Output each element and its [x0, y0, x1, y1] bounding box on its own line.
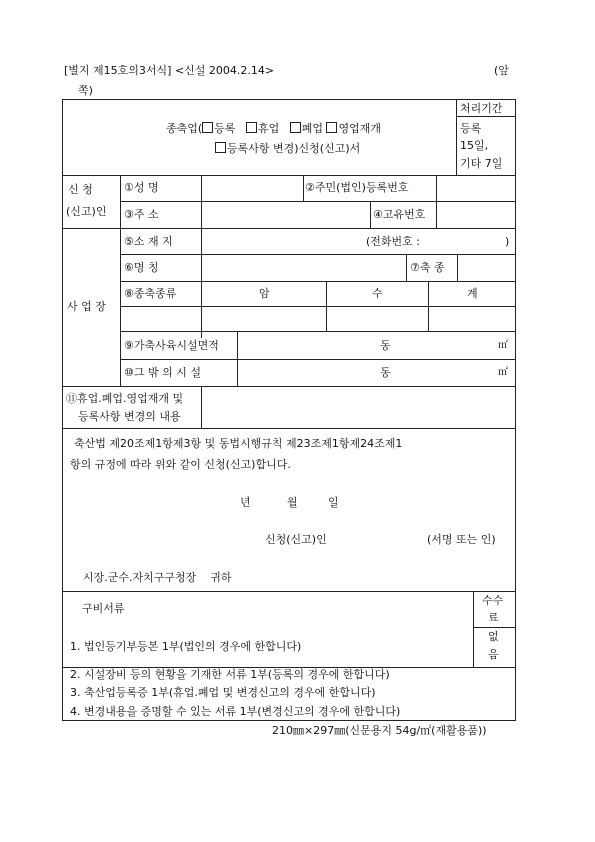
applicant-section-label-2: (신고)인 [66, 205, 107, 218]
applicant-signature-label: 신청(신고)인 [265, 533, 327, 546]
form-title-line1: 종축업( 등록 휴업 폐업 영업재개 [166, 122, 381, 135]
location-label: ⑤소 재 지 [124, 235, 173, 248]
signature-hint: (서명 또는 인) [427, 533, 496, 546]
documents-title: 구비서류 [82, 602, 125, 615]
facility-area-label: ⑨가축사육시설면적 [124, 339, 219, 352]
fee-value-2: 음 [488, 648, 499, 661]
side-indicator: (앞 [494, 64, 509, 77]
date-day: 일 [328, 496, 339, 509]
form-title-line2: 등록사항 변경)신청(신고)서 [215, 142, 360, 155]
other-unit-dong: 동 [380, 366, 391, 379]
checkbox-resume[interactable] [326, 122, 337, 133]
unique-no-label: ④고유번호 [373, 208, 426, 221]
breed-type-label: ⑧종축종류 [124, 287, 177, 300]
processing-label: 처리기간 [460, 102, 503, 115]
checkbox-register[interactable] [202, 122, 213, 133]
species-label: ⑦축 종 [410, 261, 445, 274]
facility-unit-dong: 동 [380, 339, 391, 352]
column-female: 암 [259, 287, 270, 300]
phone-label: (전화번호 : [366, 235, 420, 248]
fee-label: 수수 [482, 594, 504, 607]
phone-close: ) [505, 235, 510, 248]
change-content-label: ⑪휴업.폐업.영업재개 및 [66, 392, 184, 405]
fee-value: 없 [488, 630, 499, 643]
recipient: 시장.군수.자치구구청장 귀하 [83, 571, 232, 584]
fee-label-2: 료 [488, 611, 499, 624]
column-male: 수 [372, 287, 383, 300]
business-section-label: 사 업 장 [67, 300, 106, 313]
document-item-1: 1. 법인등기부등본 1부(법인의 경우에 한합니다) [70, 640, 302, 653]
applicant-section-label: 신 청 [68, 183, 93, 196]
facility-unit-sqm: ㎡ [498, 340, 508, 351]
declaration-line2: 항의 규정에 따라 위와 같이 신청(신고)합니다. [70, 458, 291, 471]
document-item-3: 3. 축산업등록증 1부(휴업.폐업 및 변경신고의 경우에 한합니다) [70, 686, 376, 699]
form-number: [별지 제15호의3서식] <신설 2004.2.14> [64, 64, 275, 77]
processing-line1: 등록 [460, 122, 482, 135]
name-label: ①성 명 [124, 181, 159, 194]
other-unit-sqm: ㎡ [498, 367, 508, 378]
change-content-label-2: 등록사항 변경의 내용 [78, 410, 181, 423]
checkbox-suspend[interactable] [246, 122, 257, 133]
processing-line3: 기타 7일 [460, 157, 503, 170]
checkbox-close[interactable] [290, 122, 301, 133]
address-label: ③주 소 [124, 208, 159, 221]
reg-no-label: ②주민(법인)등록번호 [305, 181, 409, 194]
other-facility-label: ⑩그 밖 의 시 설 [124, 366, 201, 379]
business-name-label: ⑥명 칭 [124, 261, 159, 274]
checkbox-change[interactable] [215, 142, 226, 153]
date-year: 년 [240, 496, 251, 509]
date-month: 월 [287, 496, 298, 509]
side-indicator-cont: 쪽) [78, 84, 93, 97]
column-total: 계 [467, 287, 478, 300]
paper-spec: 210㎜×297㎜(신문용지 54g/㎡(재활용품)) [272, 724, 487, 737]
processing-line2: 15일, [460, 139, 489, 152]
document-item-2: 2. 시설장비 등의 현황을 기재한 서류 1부(등록의 경우에 한합니다) [70, 668, 390, 681]
declaration-line1: 축산법 제20조제1항제3항 및 동법시행규칙 제23조제1항제24조제1 [74, 437, 403, 450]
document-item-4: 4. 변경내용을 증명할 수 있는 서류 1부(변경신고의 경우에 한합니다) [70, 705, 401, 718]
